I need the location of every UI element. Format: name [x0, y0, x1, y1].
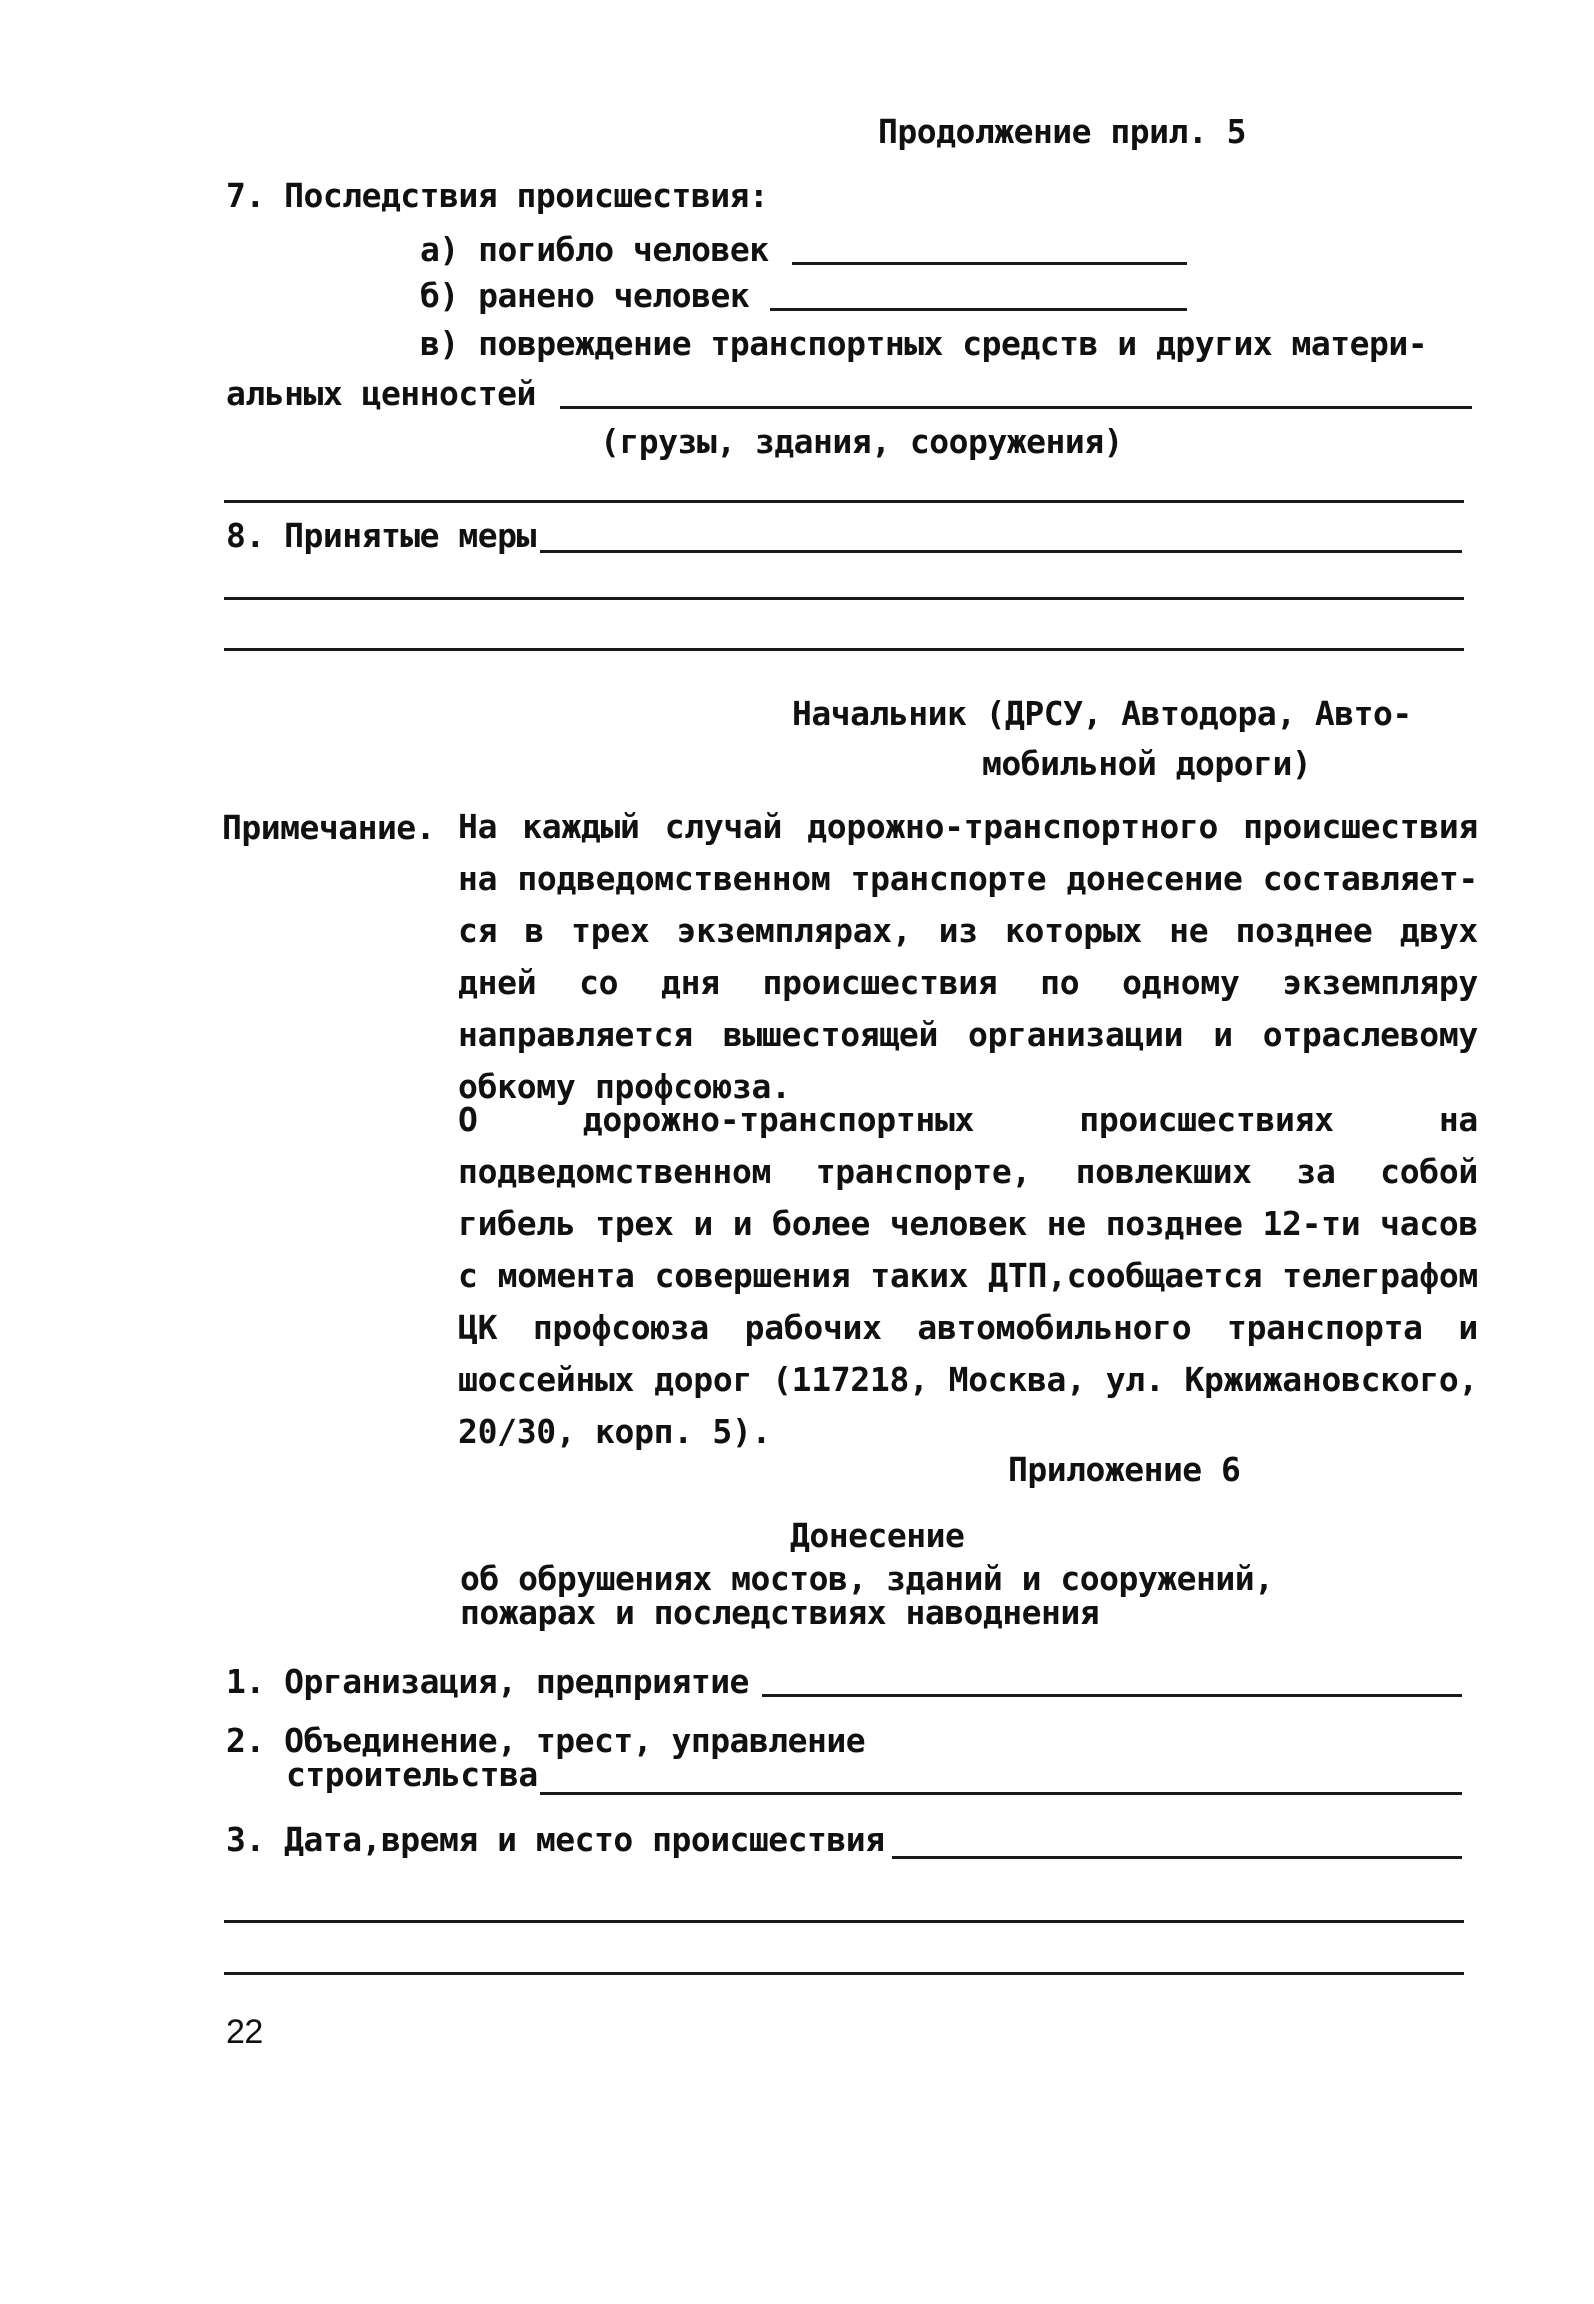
continuation-heading: Продолжение прил. 5 — [878, 112, 1246, 151]
note-paragraph-2: О дорожно-транспортных происшествиях на подведомственном транспорте, повлекших за собой гибель трех и и более человек не позднее 12-ти часов с момента совершения таких ДТП,сообщается телеграфом ЦК профсоюза рабочих автомобильного транспорта и шоссейных дорог (117218, Москва, ул. Кржижановского, 20/30, корп. 5). — [458, 1100, 1478, 1451]
item-7c-fill-line — [560, 406, 1472, 409]
signature-line-2: мобильной дороги) — [982, 744, 1312, 783]
appendix-item-2-line-2: строительства — [286, 1755, 538, 1794]
item-8-extra-line-1 — [224, 597, 1464, 600]
appendix-item-1-fill-line — [762, 1694, 1462, 1697]
item-7-title: 7. Последствия происшествия: — [226, 176, 769, 215]
item-7c-caption: (грузы, здания, сооружения) — [600, 422, 1123, 461]
appendix-6-heading: Приложение 6 — [1008, 1450, 1241, 1489]
report-title: Донесение — [790, 1516, 965, 1555]
appendix-item-3-extra-line-2 — [224, 1972, 1464, 1975]
item-8-extra-line-2 — [224, 648, 1464, 651]
appendix-item-1-label: 1. Организация, предприятие — [226, 1662, 749, 1701]
appendix-item-3-fill-line — [892, 1856, 1462, 1859]
note-label: Примечание. — [222, 808, 436, 847]
item-7b-label: б) ранено человек — [420, 276, 750, 315]
report-subtitle-line-2: пожарах и последствиях наводнения — [460, 1593, 1100, 1632]
appendix-item-3-label: 3. Дата,время и место происшествия — [226, 1820, 885, 1859]
page-number: 22 — [226, 2013, 263, 2051]
item-7a-label: а) погибло человек — [420, 230, 769, 269]
item-7c-line1: в) повреждение транспортных средств и других матери- — [420, 324, 1428, 363]
signature-line-1: Начальник (ДРСУ, Автодора, Авто- — [792, 694, 1412, 733]
appendix-item-2-fill-line — [540, 1792, 1462, 1795]
appendix-item-2-line-1: 2. Объединение, трест, управление — [226, 1721, 866, 1760]
report-subtitle-line-1: об обрушениях мостов, зданий и сооружений, — [460, 1559, 1274, 1598]
item-8-fill-line — [540, 550, 1462, 553]
item-7c-extra-line — [224, 500, 1464, 503]
item-8-label: 8. Принятые меры — [226, 516, 536, 555]
note-paragraph-1: На каждый случай дорожно-транспортного происшествия на подведомственном транспорте донесение составляет-ся в трех экземплярах, из которых не позднее двух дней со дня происшествия по одному экземпляру направляется вышестоящей организации и отраслевому обкому профсоюза. — [458, 807, 1478, 1106]
appendix-item-3-extra-line-1 — [224, 1920, 1464, 1923]
item-7a-fill-line — [792, 262, 1187, 265]
item-7b-fill-line — [770, 308, 1187, 311]
item-7c-line2: альных ценностей — [226, 374, 536, 413]
